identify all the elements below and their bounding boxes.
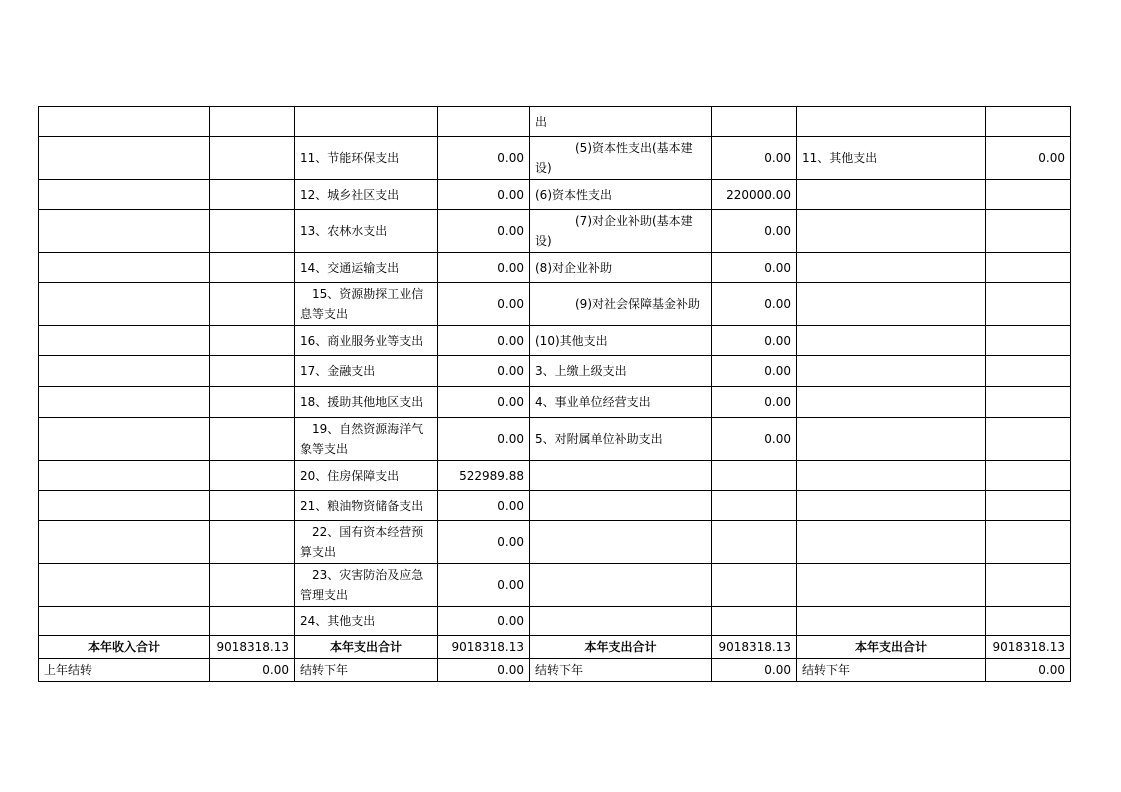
expense-econ-item-cell: 4、事业单位经营支出 bbox=[530, 387, 712, 418]
expense-item-cell: 24、其他支出 bbox=[295, 607, 438, 636]
table-row bbox=[39, 210, 1071, 253]
income-item-cell bbox=[39, 326, 210, 356]
table-row bbox=[39, 283, 1071, 326]
expense-econ-amount-cell: 0.00 bbox=[712, 356, 797, 387]
income-amount-cell bbox=[210, 107, 295, 137]
income-amount-cell bbox=[210, 356, 295, 387]
expense-total-label: 本年支出合计 bbox=[295, 636, 438, 659]
expense-amount-cell: 0.00 bbox=[438, 210, 530, 253]
expense-item-text: 22、国有资本经营预算支出 bbox=[300, 525, 424, 559]
expense-item-cell bbox=[295, 107, 438, 137]
expense-item-cell: 18、援助其他地区支出 bbox=[295, 387, 438, 418]
income-amount-cell bbox=[210, 461, 295, 491]
table-row bbox=[39, 418, 1071, 461]
expense-econ-item-cell: 出 bbox=[530, 107, 712, 137]
table-row bbox=[39, 137, 1071, 180]
income-amount-cell bbox=[210, 564, 295, 607]
expense-other-item-cell bbox=[797, 107, 986, 137]
next-year-carry-label: 结转下年 bbox=[530, 659, 712, 682]
income-item-cell bbox=[39, 356, 210, 387]
next-year-carry-label: 结转下年 bbox=[797, 659, 986, 682]
table-row bbox=[39, 607, 1071, 636]
expense-econ-item-text: (5)资本性支出(基本建设) bbox=[535, 141, 693, 175]
expense-other-amount-cell bbox=[986, 387, 1071, 418]
income-item-cell bbox=[39, 137, 210, 180]
expense-amount-cell: 0.00 bbox=[438, 356, 530, 387]
income-amount-cell bbox=[210, 253, 295, 283]
expense-other-amount-cell bbox=[986, 521, 1071, 564]
expense-econ-item-cell bbox=[530, 607, 712, 636]
expense-other-amount-cell bbox=[986, 283, 1071, 326]
expense-other-amount-cell bbox=[986, 491, 1071, 521]
expense-other-amount-cell bbox=[986, 180, 1071, 210]
table-row bbox=[39, 521, 1071, 564]
expense-econ-amount-cell: 0.00 bbox=[712, 210, 797, 253]
expense-econ-amount-cell bbox=[712, 461, 797, 491]
income-total-label: 本年收入合计 bbox=[39, 636, 210, 659]
expense-other-item-cell bbox=[797, 521, 986, 564]
income-item-cell bbox=[39, 461, 210, 491]
expense-econ-amount-cell: 220000.00 bbox=[712, 180, 797, 210]
expense-item-cell bbox=[295, 418, 438, 461]
income-item-cell bbox=[39, 564, 210, 607]
expense-other-item-cell bbox=[797, 491, 986, 521]
expense-other-amount-cell bbox=[986, 461, 1071, 491]
expense-other-item-cell bbox=[797, 210, 986, 253]
expense-econ-total-label: 本年支出合计 bbox=[530, 636, 712, 659]
expense-econ-amount-cell bbox=[712, 564, 797, 607]
expense-item-cell bbox=[295, 564, 438, 607]
expense-amount-cell: 0.00 bbox=[438, 521, 530, 564]
expense-econ-amount-cell bbox=[712, 521, 797, 564]
expense-econ-item-cell: 5、对附属单位补助支出 bbox=[530, 418, 712, 461]
income-item-cell bbox=[39, 387, 210, 418]
carryover-row bbox=[39, 659, 1071, 682]
expense-other-amount-cell bbox=[986, 253, 1071, 283]
expense-econ-total-value: 9018318.13 bbox=[712, 636, 797, 659]
expense-other-total-value: 9018318.13 bbox=[986, 636, 1071, 659]
expense-econ-item-cell bbox=[530, 564, 712, 607]
expense-econ-amount-cell bbox=[712, 607, 797, 636]
expense-item-cell: 17、金融支出 bbox=[295, 356, 438, 387]
income-amount-cell bbox=[210, 418, 295, 461]
income-item-cell bbox=[39, 418, 210, 461]
expense-econ-item-cell bbox=[530, 137, 712, 180]
expense-amount-cell: 522989.88 bbox=[438, 461, 530, 491]
expense-item-cell: 11、节能环保支出 bbox=[295, 137, 438, 180]
expense-econ-item-cell bbox=[530, 210, 712, 253]
table-row bbox=[39, 491, 1071, 521]
income-amount-cell bbox=[210, 491, 295, 521]
table-row bbox=[39, 387, 1071, 418]
next-year-carry-label: 结转下年 bbox=[295, 659, 438, 682]
prev-year-carry-label: 上年结转 bbox=[39, 659, 210, 682]
expense-amount-cell: 0.00 bbox=[438, 418, 530, 461]
expense-econ-amount-cell: 0.00 bbox=[712, 418, 797, 461]
expense-other-item-cell bbox=[797, 326, 986, 356]
expense-other-item-cell bbox=[797, 356, 986, 387]
expense-item-cell bbox=[295, 521, 438, 564]
expense-item-cell: 13、农林水支出 bbox=[295, 210, 438, 253]
expense-econ-item-text: (9)对社会保障基金补助 bbox=[575, 297, 700, 311]
income-total-value: 9018318.13 bbox=[210, 636, 295, 659]
expense-econ-item-cell: 3、上缴上级支出 bbox=[530, 356, 712, 387]
expense-other-amount-cell bbox=[986, 356, 1071, 387]
expense-econ-item-cell bbox=[530, 461, 712, 491]
income-amount-cell bbox=[210, 283, 295, 326]
expense-amount-cell: 0.00 bbox=[438, 607, 530, 636]
expense-amount-cell: 0.00 bbox=[438, 326, 530, 356]
table-row bbox=[39, 253, 1071, 283]
expense-econ-item-cell: (6)资本性支出 bbox=[530, 180, 712, 210]
next-year-carry-value: 0.00 bbox=[712, 659, 797, 682]
expense-econ-amount-cell: 0.00 bbox=[712, 387, 797, 418]
expense-other-amount-cell bbox=[986, 418, 1071, 461]
next-year-carry-value: 0.00 bbox=[438, 659, 530, 682]
expense-econ-item-cell: (8)对企业补助 bbox=[530, 253, 712, 283]
expense-econ-amount-cell bbox=[712, 107, 797, 137]
expense-item-cell bbox=[295, 283, 438, 326]
expense-other-item-cell: 11、其他支出 bbox=[797, 137, 986, 180]
expense-other-amount-cell bbox=[986, 607, 1071, 636]
expense-amount-cell: 0.00 bbox=[438, 253, 530, 283]
expense-item-cell: 12、城乡社区支出 bbox=[295, 180, 438, 210]
income-item-cell bbox=[39, 210, 210, 253]
table-row bbox=[39, 180, 1071, 210]
expense-other-item-cell bbox=[797, 283, 986, 326]
expense-other-item-cell bbox=[797, 461, 986, 491]
expense-econ-amount-cell: 0.00 bbox=[712, 253, 797, 283]
expense-other-amount-cell bbox=[986, 564, 1071, 607]
expense-other-item-cell bbox=[797, 564, 986, 607]
expense-item-text: 19、自然资源海洋气象等支出 bbox=[300, 422, 424, 456]
income-item-cell bbox=[39, 253, 210, 283]
expense-other-item-cell bbox=[797, 418, 986, 461]
income-amount-cell bbox=[210, 387, 295, 418]
expense-amount-cell: 0.00 bbox=[438, 387, 530, 418]
table-row bbox=[39, 356, 1071, 387]
expense-item-cell: 21、粮油物资储备支出 bbox=[295, 491, 438, 521]
expense-other-amount-cell bbox=[986, 107, 1071, 137]
expense-item-cell: 14、交通运输支出 bbox=[295, 253, 438, 283]
income-item-cell bbox=[39, 521, 210, 564]
expense-econ-item-cell bbox=[530, 521, 712, 564]
budget-table bbox=[38, 106, 1071, 682]
expense-econ-item-cell bbox=[530, 491, 712, 521]
expense-econ-amount-cell: 0.00 bbox=[712, 137, 797, 180]
expense-econ-item-cell: (10)其他支出 bbox=[530, 326, 712, 356]
next-year-carry-value: 0.00 bbox=[986, 659, 1071, 682]
income-item-cell bbox=[39, 283, 210, 326]
expense-other-total-label: 本年支出合计 bbox=[797, 636, 986, 659]
expense-other-item-cell bbox=[797, 607, 986, 636]
totals-row bbox=[39, 636, 1071, 659]
table-row bbox=[39, 326, 1071, 356]
table-row bbox=[39, 107, 1071, 137]
expense-other-item-cell bbox=[797, 387, 986, 418]
expense-other-item-cell bbox=[797, 253, 986, 283]
expense-econ-amount-cell: 0.00 bbox=[712, 326, 797, 356]
table-row bbox=[39, 461, 1071, 491]
income-item-cell bbox=[39, 107, 210, 137]
income-amount-cell bbox=[210, 180, 295, 210]
expense-other-item-cell bbox=[797, 180, 986, 210]
income-amount-cell bbox=[210, 137, 295, 180]
expense-amount-cell: 0.00 bbox=[438, 491, 530, 521]
expense-item-cell: 20、住房保障支出 bbox=[295, 461, 438, 491]
expense-item-text: 15、资源勘探工业信息等支出 bbox=[300, 287, 424, 321]
expense-other-amount-cell bbox=[986, 326, 1071, 356]
expense-amount-cell: 0.00 bbox=[438, 283, 530, 326]
income-item-cell bbox=[39, 180, 210, 210]
income-amount-cell bbox=[210, 607, 295, 636]
income-item-cell bbox=[39, 607, 210, 636]
expense-amount-cell: 0.00 bbox=[438, 137, 530, 180]
expense-amount-cell bbox=[438, 107, 530, 137]
expense-econ-item-text: (7)对企业补助(基本建设) bbox=[535, 214, 693, 248]
expense-econ-amount-cell bbox=[712, 491, 797, 521]
expense-econ-amount-cell: 0.00 bbox=[712, 283, 797, 326]
income-item-cell bbox=[39, 491, 210, 521]
expense-other-amount-cell: 0.00 bbox=[986, 137, 1071, 180]
expense-econ-item-cell bbox=[530, 283, 712, 326]
expense-amount-cell: 0.00 bbox=[438, 564, 530, 607]
prev-year-carry-value: 0.00 bbox=[210, 659, 295, 682]
expense-total-value: 9018318.13 bbox=[438, 636, 530, 659]
expense-item-text: 23、灾害防治及应急管理支出 bbox=[300, 568, 424, 602]
table-row bbox=[39, 564, 1071, 607]
income-amount-cell bbox=[210, 521, 295, 564]
expense-other-amount-cell bbox=[986, 210, 1071, 253]
income-amount-cell bbox=[210, 326, 295, 356]
expense-item-cell: 16、商业服务业等支出 bbox=[295, 326, 438, 356]
expense-amount-cell: 0.00 bbox=[438, 180, 530, 210]
income-amount-cell bbox=[210, 210, 295, 253]
